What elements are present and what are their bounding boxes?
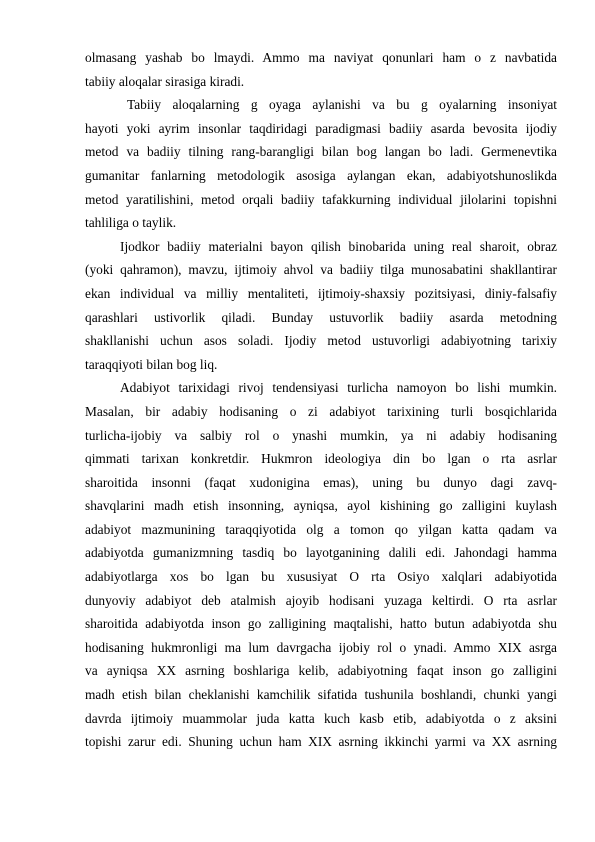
text-line: olmasang yashab bo lmaydi. Ammo ma naviyat qonunlari ham o z navbatida: [85, 50, 557, 65]
text-line: sharoitida insonni (faqat xudonigina emas), uning bu dunyo dagi zavq-: [85, 474, 557, 490]
text-line: Masalan, bir adabiy hodisaning o zi adabiyot tarixining turli bosqichlarida: [85, 403, 557, 419]
text-line: tahliliga o taylik.: [85, 215, 177, 231]
text-line: ekan individual va milliy mentaliteti, ijtimoiy-shaxsiy pozitsiyasi, diniy-falsafiy: [85, 285, 557, 301]
text-line: dunyoviy adabiyot deb atalmish ajoyib hodisani yuzaga keltirdi. O rta asrlar: [85, 592, 557, 608]
text-line: Tabiiy aloqalarning g oyaga aylanishi va bu g oyalarning insoniyat: [127, 97, 557, 113]
text-line: shavqlarini madh etish insonning, ayniqsa, ayol kishining go zalligini kuylash: [85, 498, 557, 514]
text-line: madh etish bilan cheklanishi kamchilik sifatida tushunila boshlandi, chunki yangi: [85, 687, 557, 703]
text-line: Ijodkor badiiy materialni bayon qilish binobarida uning real sharoit, obraz: [120, 238, 557, 254]
text-line: topishi zarur edi. Shuning uchun ham XIX asrning ikkinchi yarmi va XX asrning: [85, 734, 557, 750]
document-page: [85, 46, 557, 754]
text-line: davrda ijtimoiy muammolar juda katta kuch kasb etib, adabiyotda o z aksini: [85, 710, 557, 726]
text-line: adabiyot mazmunining taraqqiyotida olg a tomon qo yilgan katta qadam va: [85, 521, 557, 537]
text-line: va ayniqsa XX asrning boshlariga kelib, adabiyotning faqat inson go zalligini: [85, 663, 557, 679]
text-line: Adabiyot tarixidagi rivoj tendensiyasi turlicha namoyon bo lishi mumkin.: [120, 380, 557, 396]
text-line: metod yaratilishini, metod orqali badiiy tafakkurning individual jilolarini topishni: [85, 191, 557, 207]
text-line: qimmati tarixan konkretdir. Hukmron ideologiya din bo lgan o rta asrlar: [85, 451, 557, 467]
text-line: qarashlari ustivorlik qiladi. Bunday ustuvorlik badiiy asarda metodning: [85, 309, 557, 325]
text-line: gumanitar fanlarning metodologik asosiga aylangan ekan, adabiyotshunoslikda: [85, 167, 557, 183]
text-line: hayoti yoki ayrim insonlar taqdiridagi paradigmasi badiiy asarda bevosita ijodiy: [85, 120, 557, 136]
text-line: adabiyotda gumanizmning tasdiq bo layotganining dalili edi. Jahondagi hamma: [85, 545, 557, 561]
text-line: (yoki qahramon), mavzu, ijtimoiy ahvol va badiiy tilga munosabatini shakllantirar: [85, 262, 557, 278]
text-line: hodisaning hukmronligi ma lum davrgacha ijobiy rol o ynadi. Ammo XIX asrga: [85, 639, 557, 655]
text-line: metod va badiiy tilning rang-barangligi bilan bog langan bo ladi. Germenevtika: [85, 144, 557, 160]
text-line: taraqqiyoti bilan bog liq.: [85, 356, 218, 372]
text-line: adabiyotlarga xos bo lgan bu xususiyat O rta Osiyo xalqlari adabiyotida: [85, 569, 557, 585]
text-line: turlicha-ijobiy va salbiy rol o ynashi mumkin, ya ni adabiy hodisaning: [85, 427, 557, 443]
text-line: sharoitida adabiyotda inson go zalligining maqtalishi, hatto butun adabiyotda shu: [85, 616, 557, 632]
text-line: tabiiy aloqalar sirasiga kiradi.: [85, 73, 245, 89]
text-line: shakllanishi uchun asos soladi. Ijodiy metod ustuvorligi adabiyotning tarixiy: [85, 333, 557, 349]
